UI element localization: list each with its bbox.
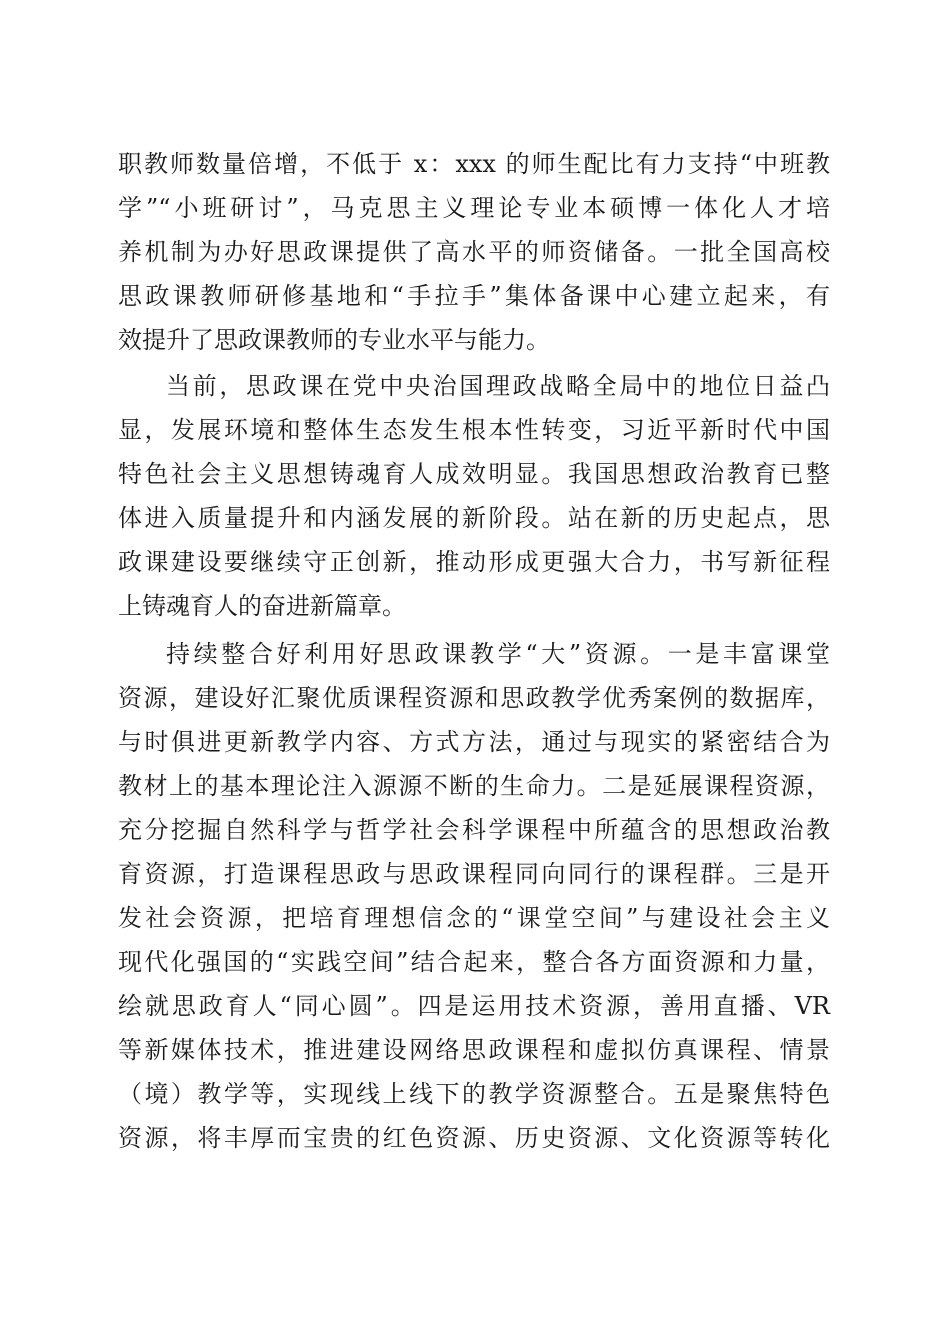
paragraph-current-situation xyxy=(118,364,830,628)
text-line: 持续整合好利用好思政课教学“大”资源。一是丰富课堂 xyxy=(166,640,830,668)
text-line: 发社会资源，把培育理想信念的“课堂空间”与建设社会主义 xyxy=(118,904,830,932)
text-line: 教材上的基本理论注入源源不断的生命力。二是延展课程资源， xyxy=(118,772,830,800)
text-line: 当前，思政课在党中央治国理政战略全局中的地位日益凸 xyxy=(166,372,830,400)
text-line: 现代化强国的“实践空间”结合起来，整合各方面资源和力量， xyxy=(118,948,830,976)
text-line: 显，发展环境和整体生态发生根本性转变，习近平新时代中国 xyxy=(118,416,830,444)
text-line: 体进入质量提升和内涵发展的新阶段。站在新的历史起点，思 xyxy=(118,504,830,532)
text-line: 效提升了思政课教师的专业水平与能力。 xyxy=(118,326,550,354)
text-line: 特色社会主义思想铸魂育人成效明显。我国思想政治教育已整 xyxy=(118,460,830,488)
text-line: 充分挖掘自然科学与哲学社会科学课程中所蕴含的思想政治教 xyxy=(118,816,830,844)
text-line: 职教师数量倍增，不低于 x：xxx 的师生配比有力支持“中班教 xyxy=(118,150,830,178)
paragraph-teacher-resources xyxy=(118,142,830,362)
text-line: 与时俱进更新教学内容、方式方法，通过与现实的紧密结合为 xyxy=(118,728,830,756)
text-line: （境）教学等，实现线上线下的教学资源整合。五是聚焦特色 xyxy=(118,1080,830,1108)
text-line: 上铸魂育人的奋进新篇章。 xyxy=(118,592,406,620)
text-line: 养机制为办好思政课提供了高水平的师资储备。一批全国高校 xyxy=(118,238,830,266)
text-line: 等新媒体技术，推进建设网络思政课程和虚拟仿真课程、情景 xyxy=(118,1036,830,1064)
text-line: 育资源，打造课程思政与思政课程同向同行的课程群。三是开 xyxy=(118,860,830,888)
text-line: 政课建设要继续守正创新，推动形成更强大合力，书写新征程 xyxy=(118,548,830,576)
text-line: 绘就思政育人“同心圆”。四是运用技术资源，善用直播、VR xyxy=(118,992,830,1020)
text-line: 思政课教师研修基地和“手拉手”集体备课中心建立起来，有 xyxy=(118,282,830,310)
text-line: 资源，建设好汇聚优质课程资源和思政教学优秀案例的数据库， xyxy=(118,684,830,712)
paragraph-big-resources xyxy=(118,632,830,1160)
text-line: 资源，将丰厚而宝贵的红色资源、历史资源、文化资源等转化 xyxy=(118,1124,830,1152)
text-line: 学”“小班研讨”，马克思主义理论专业本硕博一体化人才培 xyxy=(118,194,830,222)
